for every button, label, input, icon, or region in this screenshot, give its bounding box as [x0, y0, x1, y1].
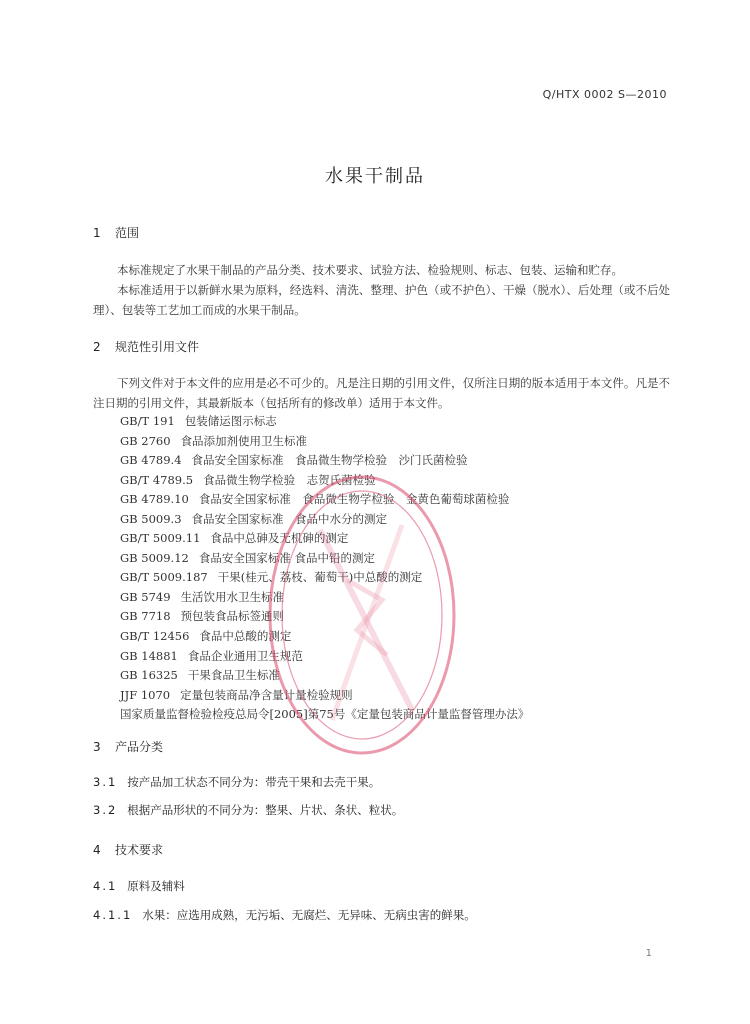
- clause-4-1: [93, 878, 185, 894]
- clause-4-1-1: [93, 907, 476, 923]
- reference-code: GB 4789.4: [120, 453, 182, 468]
- reference-code: GB 5009.12: [120, 550, 189, 565]
- section-title: 范围: [115, 226, 140, 240]
- reference-code: GB/T 5009.11: [120, 531, 201, 546]
- reference-title: 食品中总砷及无机砷的测定: [210, 531, 349, 546]
- reference-title: 食品添加剂使用卫生标准: [180, 433, 308, 448]
- reference-title: 生活饮用水卫生标准: [180, 589, 285, 604]
- reference-title: 食品安全国家标准 食品微生物学检验 金黄色葡萄球菌检验: [198, 492, 510, 507]
- reference-title: 干果(桂元、荔枝、葡萄干)中总酸的测定: [217, 570, 423, 585]
- reference-title: 食品安全国家标准 食品中铅的测定: [198, 550, 376, 565]
- reference-code: GB 5749: [120, 589, 171, 604]
- reference-title: 定量包装商品净含量计量检验规则: [180, 687, 353, 702]
- clause-number: 3.2: [93, 803, 118, 817]
- section-number: 4: [93, 843, 101, 857]
- references-intro: [93, 373, 670, 413]
- reference-code: GB/T 12456: [120, 629, 190, 644]
- document-code: Q/HTX 0002 S—2010: [542, 88, 667, 101]
- reference-code: GB 2760: [120, 433, 171, 448]
- reference-code: JJF 1070: [120, 687, 171, 702]
- page-number: 1: [645, 948, 652, 959]
- reference-title: 包装储运图示标志: [184, 414, 277, 428]
- reference-code: GB 14881: [120, 648, 178, 663]
- reference-item: [120, 432, 640, 452]
- scope-paragraph-2: 本标准适用于以新鲜水果为原料，经选料、清洗、整理、护色（或不护色）、干燥（脱水）、后处理（或不后处理）、包装等工艺加工而成的水果干制品。: [93, 283, 670, 317]
- reference-code: GB 4789.10: [120, 492, 189, 507]
- section-title: 规范性引用文件: [115, 340, 200, 354]
- section-title: 技术要求: [115, 843, 164, 857]
- reference-title: 预包装食品标签通则: [180, 609, 285, 624]
- clause-text: 水果：应选用成熟，无污垢、无腐烂、无异味、无病虫害的鲜果。: [142, 908, 476, 922]
- references-intro-text: 下列文件对于本文件的应用是必不可少的。凡是注日期的引用文件，仅所注日期的版本适用于本文件。凡是不注日期的引用文件，其最新版本（包括所有的修改单）适用于本文件。: [93, 376, 670, 410]
- section-number: 3: [93, 740, 101, 754]
- clause-text: 原料及辅料: [127, 879, 185, 893]
- clause-text: 按产品加工状态不同分为：带壳干果和去壳干果。: [127, 775, 381, 789]
- reference-title: 干果食品卫生标准: [187, 668, 280, 683]
- reference-item: [120, 451, 640, 471]
- reference-code: GB/T 5009.187: [120, 570, 208, 585]
- section-heading-references: [93, 338, 199, 355]
- company-seal-stamp: [262, 470, 462, 760]
- reference-code: GB/T 4789.5: [120, 472, 194, 487]
- reference-title: 国家质量监督检验检疫总局令[2005]第75号《定量包装商品计量监督管理办法》: [120, 707, 530, 722]
- reference-code: GB 5009.3: [120, 511, 182, 526]
- reference-code: GB 7718: [120, 609, 171, 624]
- reference-title: 食品企业通用卫生规范: [187, 648, 303, 663]
- section-number: 1: [93, 226, 101, 240]
- section-title: 产品分类: [115, 740, 164, 754]
- scope-paragraph-1: 本标准规定了水果干制品的产品分类、技术要求、试验方法、检验规则、标志、包装、运输和贮存。: [117, 263, 623, 277]
- reference-title: 食品安全国家标准 食品中水分的测定: [191, 511, 388, 526]
- section-number: 2: [93, 340, 101, 354]
- clause-number: 4.1: [93, 879, 118, 893]
- scope-paragraphs: [93, 260, 670, 320]
- section-heading-scope: [93, 224, 139, 241]
- reference-title: 食品安全国家标准 食品微生物学检验 沙门氏菌检验: [191, 453, 468, 468]
- reference-code: GB 16325: [120, 668, 178, 683]
- document-title: 水果干制品: [325, 166, 425, 187]
- clause-text: 根据产品形状的不同分为：整果、片状、条状、粒状。: [127, 803, 404, 817]
- reference-item: [120, 412, 640, 432]
- clause-3-2: [93, 802, 403, 818]
- seal-ink-stroke: [332, 525, 402, 720]
- clause-number: 3.1: [93, 775, 118, 789]
- section-heading-classification: [93, 738, 163, 755]
- reference-title: 食品中总酸的测定: [199, 629, 292, 644]
- clause-number: 4.1.1: [93, 908, 133, 922]
- reference-title: 食品微生物学检验 志贺氏菌检验: [203, 472, 376, 487]
- section-heading-technical: [93, 841, 163, 858]
- reference-code: GB/T 191: [120, 414, 175, 428]
- clause-3-1: [93, 774, 380, 790]
